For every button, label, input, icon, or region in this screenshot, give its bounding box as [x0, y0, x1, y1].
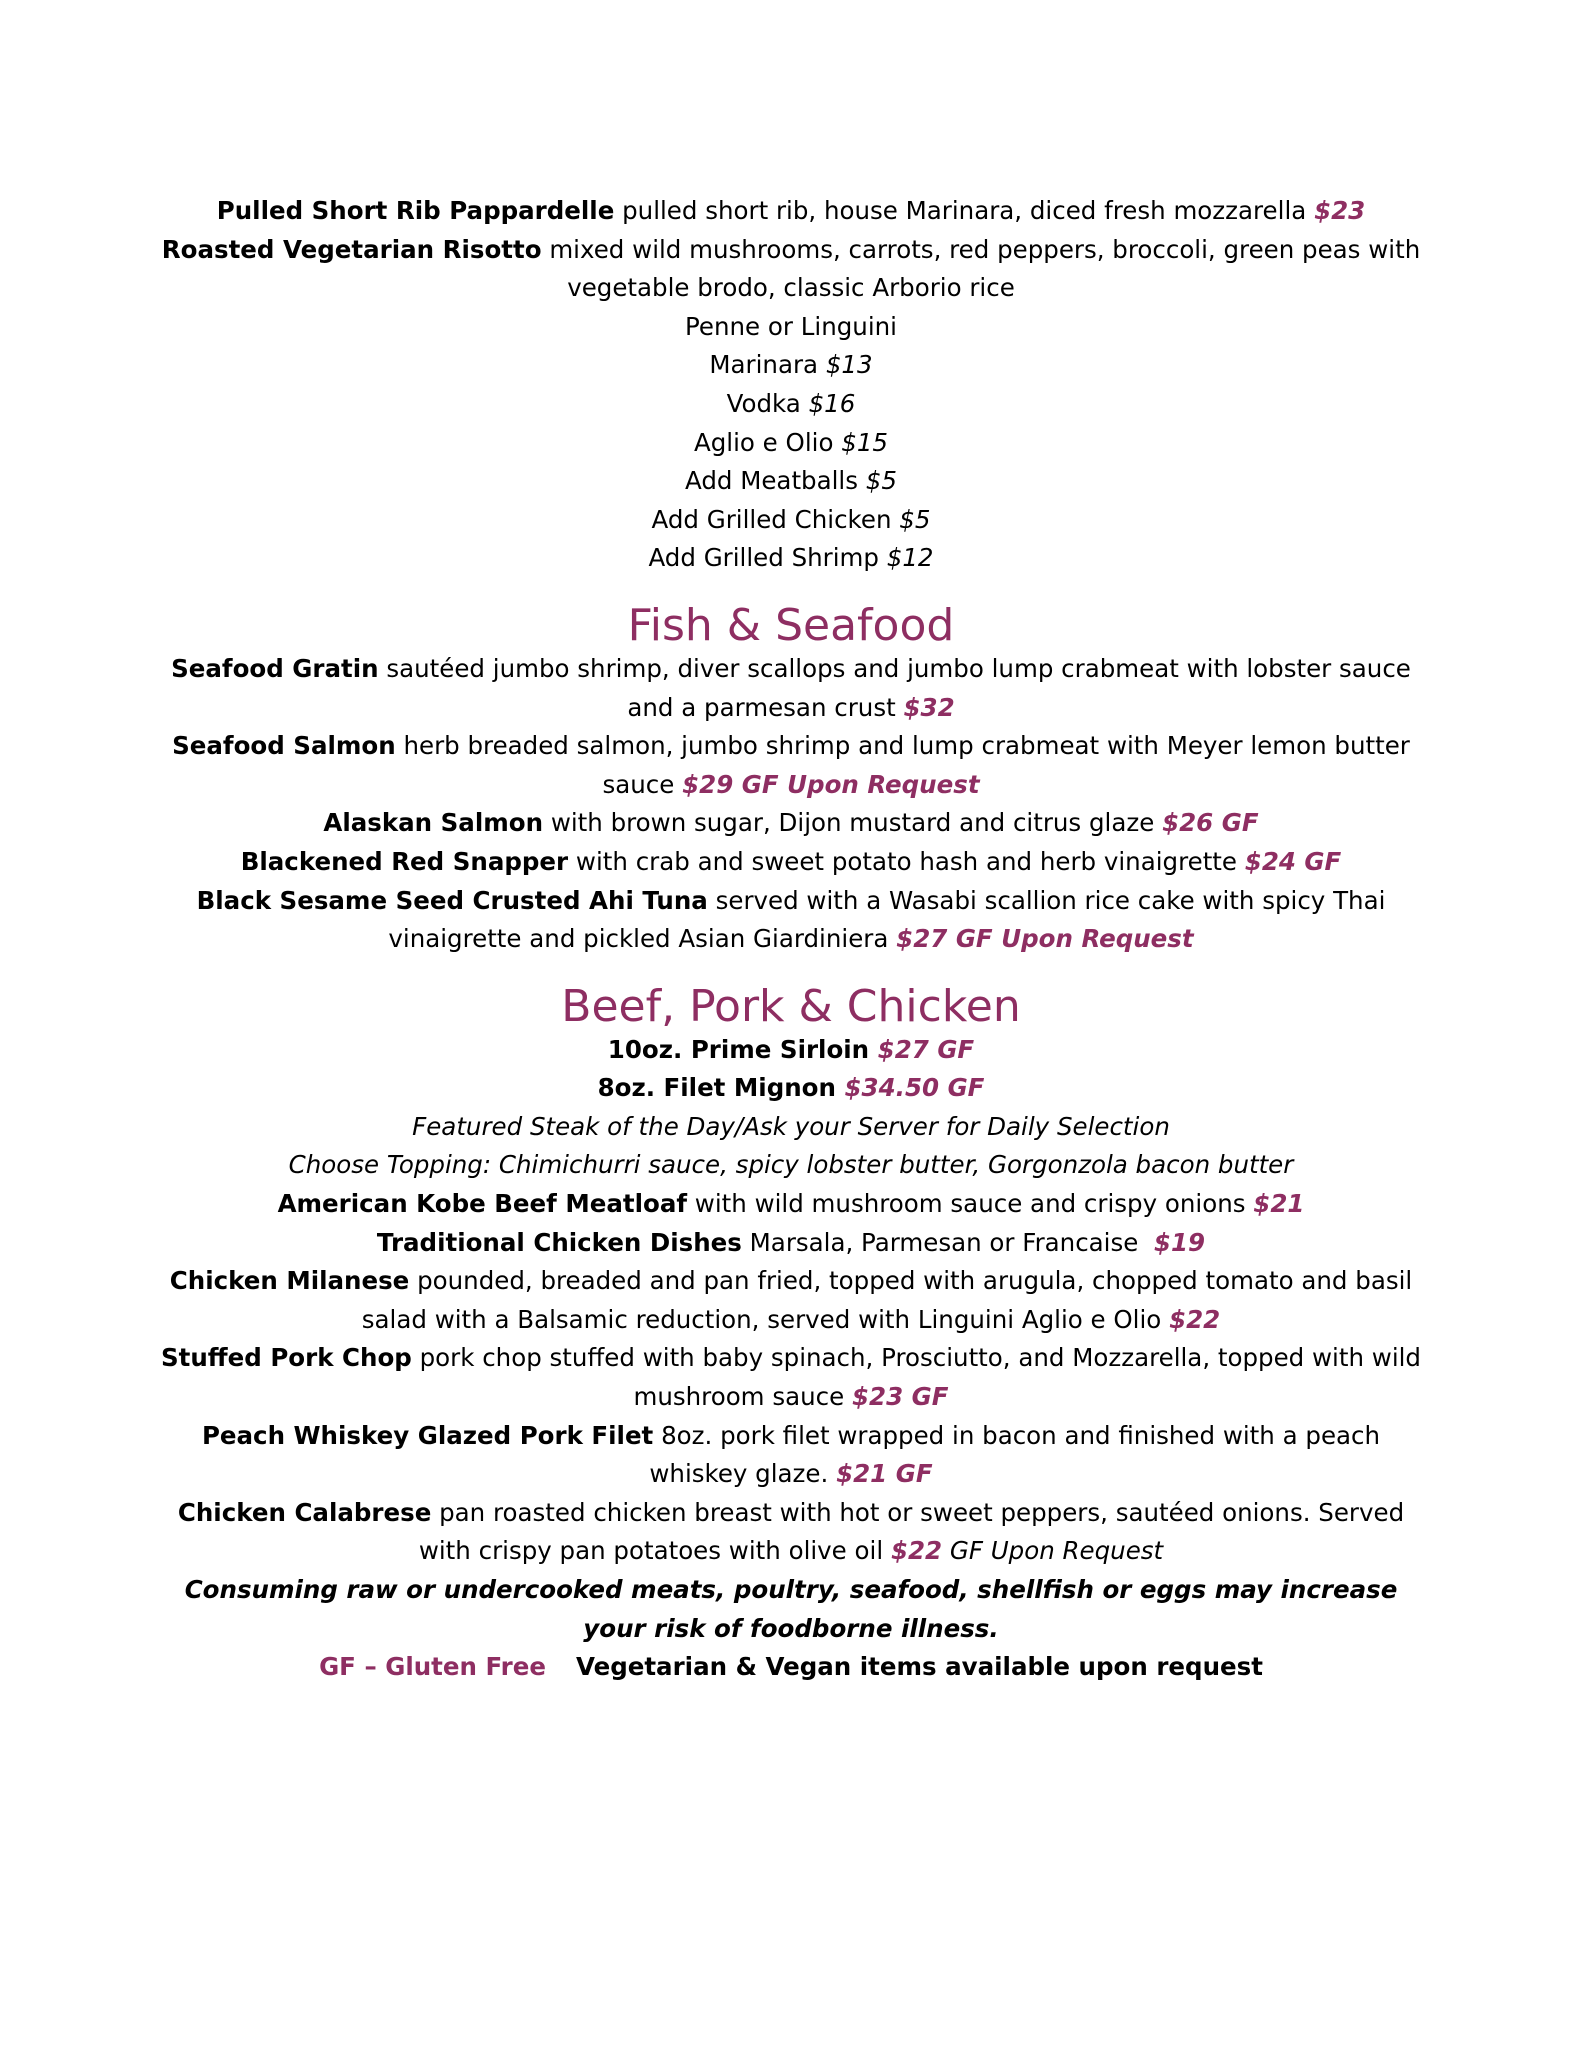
item-description: served with a Wasabi scallion rice cake with spicy Thai	[707, 885, 1386, 915]
vegetarian-note: Vegetarian & Vegan items available upon request	[575, 1652, 1263, 1682]
item-name: Peach Whiskey Glazed Pork Filet	[201, 1420, 654, 1450]
menu-item	[150, 727, 1432, 766]
menu-content	[150, 192, 1432, 1687]
pasta-option	[150, 501, 1432, 540]
legend	[150, 1648, 1432, 1687]
menu-item	[150, 192, 1432, 231]
steak-item	[150, 1031, 1432, 1070]
section-heading: Beef, Pork & Chicken	[561, 980, 1021, 1032]
menu-item-continued	[150, 1455, 1432, 1494]
option-price: $5	[865, 466, 897, 496]
menu-item	[150, 1339, 1432, 1378]
item-description: herb breaded salmon, jumbo shrimp and lump crabmeat with Meyer lemon butter	[395, 731, 1410, 761]
item-description: vinaigrette and pickled Asian Giardiniera	[388, 924, 897, 954]
food-safety-warning: Consuming raw or undercooked meats, poultry, seafood, shellfish or eggs may increase	[184, 1575, 1398, 1604]
item-description: mushroom sauce	[633, 1382, 852, 1412]
item-description: pan roasted chicken breast with hot or sweet peppers, sautéed onions. Served	[431, 1497, 1405, 1527]
pasta-option	[150, 539, 1432, 578]
item-description: sautéed jumbo shrimp, diver scallops and jumbo lump crabmeat with lobster sauce	[378, 653, 1411, 683]
menu-item-continued	[150, 689, 1432, 728]
option-price: $12	[886, 543, 934, 573]
pasta-option	[150, 385, 1432, 424]
item-price: $23	[1314, 196, 1366, 225]
item-price: $27 GF	[877, 1034, 975, 1064]
item-price: $21 GF	[836, 1459, 933, 1489]
pasta-option	[150, 346, 1432, 385]
pasta-option	[150, 424, 1432, 463]
menu-item-continued	[150, 1532, 1432, 1571]
option-label: Aglio e Olio	[693, 427, 842, 457]
item-description-continued: vegetable brodo, classic Arborio rice	[567, 273, 1015, 303]
item-description: salad with a Balsamic reduction, served with Linguini Aglio e Olio	[361, 1304, 1170, 1334]
item-name: American Kobe Beef Meatloaf	[277, 1189, 688, 1219]
option-label: Add Grilled Shrimp	[648, 543, 887, 573]
item-price: $22	[890, 1536, 943, 1566]
item-price: $26 GF	[1162, 808, 1259, 838]
item-description: 8oz. pork filet wrapped in bacon and finished with a peach	[653, 1420, 1381, 1450]
fish-section	[150, 599, 1432, 959]
item-description: with wild mushroom sauce and crispy onions	[687, 1189, 1254, 1219]
menu-item	[150, 1494, 1432, 1533]
item-name: Pulled Short Rib Pappardelle	[216, 196, 615, 225]
item-name: Roasted Vegetarian Risotto	[161, 234, 542, 264]
option-label: Add Meatballs	[685, 466, 866, 496]
item-name: 8oz. Filet Mignon	[597, 1073, 845, 1103]
pasta-option	[150, 462, 1432, 501]
item-name: Stuffed Pork Chop	[161, 1343, 412, 1373]
item-description: with brown sugar, Dijon mustard and citrus glaze	[543, 808, 1163, 838]
menu-item	[150, 804, 1432, 843]
menu-footer	[150, 1571, 1432, 1687]
item-description: pulled short rib, house Marinara, diced fresh mozzarella	[614, 196, 1315, 225]
menu-item-continued	[150, 920, 1432, 959]
menu-item	[150, 650, 1432, 689]
item-price: $24 GF	[1244, 846, 1342, 876]
menu-item-continued	[150, 766, 1432, 805]
item-price: $22	[1169, 1304, 1221, 1334]
item-note: GF Upon Request	[942, 1536, 1164, 1566]
topping-note: Choose Topping: Chimichurri sauce, spicy lobster butter, Gorgonzola bacon butter	[288, 1150, 1294, 1180]
menu-item	[150, 1262, 1432, 1301]
item-price: $29 GF Upon Request	[682, 769, 980, 799]
item-description: pounded, breaded and pan fried, topped with arugula, chopped tomato and basil	[409, 1266, 1413, 1296]
menu-item	[150, 1185, 1432, 1224]
section-heading: Fish & Seafood	[627, 599, 955, 651]
beef-section	[150, 980, 1432, 1571]
item-price: $19	[1153, 1227, 1206, 1257]
item-price: $23 GF	[851, 1382, 949, 1412]
item-name: Blackened Red Snapper	[240, 846, 569, 876]
gluten-free-key: GF – Gluten Free	[319, 1652, 546, 1682]
menu-item-continued	[150, 1378, 1432, 1417]
item-name: Chicken Calabrese	[177, 1497, 432, 1527]
option-price: $15	[841, 427, 888, 457]
option-label: Marinara	[709, 350, 826, 380]
food-safety-warning-continued: your risk of foodborne illness.	[583, 1613, 999, 1643]
item-name: Seafood Salmon	[172, 731, 396, 761]
featured-steak-note: Featured Steak of the Day/Ask your Server for Daily Selection	[412, 1111, 1170, 1141]
item-description: with crab and sweet potato hash and herb vinaigrette	[568, 846, 1245, 876]
menu-item-continued	[150, 1301, 1432, 1340]
pasta-section	[150, 192, 1432, 578]
menu-item	[150, 843, 1432, 882]
item-description: with crispy pan potatoes with olive oil	[418, 1536, 891, 1566]
item-description: Marsala, Parmesan or Francaise	[741, 1227, 1154, 1257]
item-price: $21	[1253, 1189, 1305, 1219]
pasta-options-title: Penne or Linguini	[685, 311, 897, 341]
option-label: Add Grilled Chicken	[651, 504, 900, 534]
item-name: Traditional Chicken Dishes	[376, 1227, 742, 1257]
item-name: Alaskan Salmon	[323, 808, 544, 838]
item-price: $32	[903, 692, 955, 722]
option-price: $13	[825, 350, 873, 380]
menu-item	[150, 1417, 1432, 1456]
option-price: $5	[899, 504, 931, 534]
item-name: Seafood Gratin	[171, 653, 379, 683]
item-price: $27 GF Upon Request	[896, 924, 1194, 954]
steak-item	[150, 1069, 1432, 1108]
item-description: pork chop stuffed with baby spinach, Prosciutto, and Mozzarella, topped with wild	[411, 1343, 1421, 1373]
item-description: and a parmesan crust	[627, 692, 904, 722]
option-label: Vodka	[726, 388, 809, 418]
item-price: $34.50 GF	[844, 1073, 985, 1103]
item-name: Chicken Milanese	[169, 1266, 410, 1296]
option-price: $16	[808, 388, 856, 418]
item-description: whiskey glaze.	[649, 1459, 837, 1489]
item-name: 10oz. Prime Sirloin	[607, 1034, 878, 1064]
item-name: Black Sesame Seed Crusted Ahi Tuna	[196, 885, 708, 915]
menu-item	[150, 1224, 1432, 1263]
menu-item	[150, 231, 1432, 270]
menu-item	[150, 882, 1432, 921]
item-description: mixed wild mushrooms, carrots, red peppers, broccoli, green peas with	[541, 234, 1421, 264]
item-description: sauce	[602, 769, 683, 799]
